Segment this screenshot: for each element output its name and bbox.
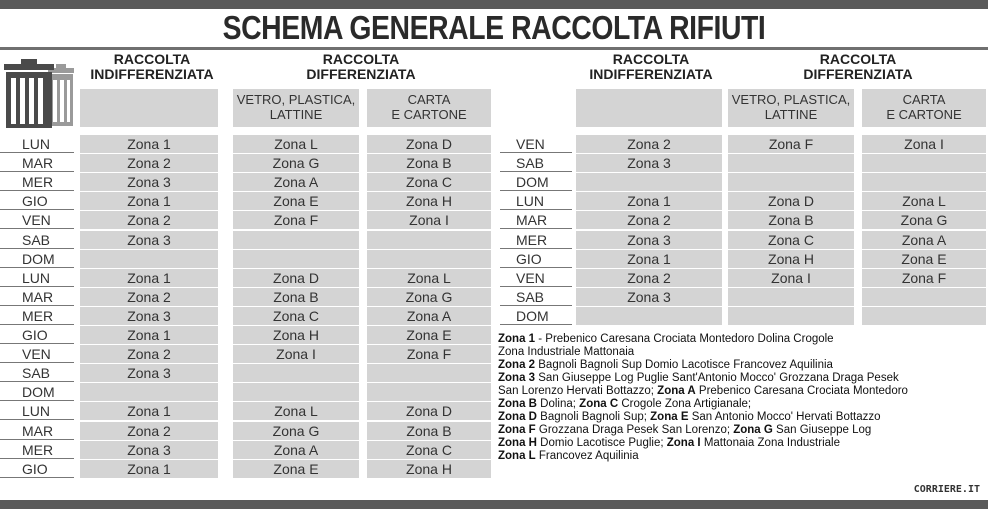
day-label: MER	[500, 231, 572, 249]
legend-zone-places: San Giuseppe Log Puglie Sant'Antonio Mocco' Grozzana Draga Pesek	[535, 372, 899, 384]
legend-zone-label: Zona L	[498, 450, 536, 462]
vetro-cell	[728, 173, 854, 191]
legend-zone-places: - Prebenico Caresana Crociata Montedoro Dolina Crogole	[535, 333, 834, 345]
day-label: MER	[0, 307, 74, 325]
header-vetro-right: VETRO, PLASTICA, LATTINE	[728, 89, 854, 127]
ind-cell: Zona 3	[80, 441, 218, 459]
ind-cell: Zona 3	[576, 288, 722, 306]
legend-line	[498, 385, 986, 398]
day-label: GIO	[0, 326, 74, 344]
carta-cell: Zona G	[367, 288, 491, 306]
ind-cell	[80, 250, 218, 268]
day-label: LUN	[500, 192, 572, 210]
vetro-cell: Zona C	[233, 307, 359, 325]
ind-cell: Zona 1	[80, 269, 218, 287]
legend-zone-label: Zona I	[666, 437, 701, 449]
day-label: LUN	[0, 135, 74, 153]
header-diff-left: RACCOLTA DIFFERENZIATA	[306, 51, 416, 82]
day-label: MAR	[0, 422, 74, 440]
legend-zone-places: Dolina;	[536, 398, 580, 410]
ind-cell: Zona 1	[80, 192, 218, 210]
carta-cell: Zona G	[862, 211, 986, 229]
ind-cell: Zona 3	[80, 364, 218, 382]
day-label: LUN	[0, 402, 74, 420]
legend-zone-places: Crogole Zona Artigianale;	[618, 398, 752, 410]
vetro-cell: Zona G	[233, 422, 359, 440]
carta-cell	[862, 288, 986, 306]
carta-cell	[862, 154, 986, 172]
legend-zone-label: Zona G	[733, 424, 773, 436]
vetro-cell: Zona I	[233, 345, 359, 363]
carta-cell: Zona D	[367, 135, 491, 153]
ind-cell: Zona 1	[576, 192, 722, 210]
zone-legend	[498, 333, 986, 463]
legend-line	[498, 372, 986, 385]
legend-line	[498, 424, 986, 437]
ind-cell: Zona 2	[80, 211, 218, 229]
ind-cell: Zona 3	[80, 307, 218, 325]
day-label: MER	[0, 441, 74, 459]
header-indiff-left: RACCOLTA INDIFFERENZIATA	[90, 51, 214, 82]
header-vetro-left: VETRO, PLASTICA, LATTINE	[233, 89, 359, 127]
ind-cell	[576, 307, 722, 325]
ind-cell: Zona 2	[80, 422, 218, 440]
ind-cell: Zona 3	[80, 231, 218, 249]
day-label: VEN	[500, 269, 572, 287]
carta-cell	[367, 364, 491, 382]
ind-cell: Zona 2	[576, 269, 722, 287]
carta-cell	[367, 250, 491, 268]
ind-cell: Zona 2	[80, 345, 218, 363]
vetro-cell	[233, 364, 359, 382]
vetro-cell: Zona E	[233, 460, 359, 478]
legend-zone-places: Francovez Aquilinia	[535, 450, 639, 462]
legend-line	[498, 411, 986, 424]
header-carta-left: CARTA E CARTONE	[367, 89, 491, 127]
vetro-cell: Zona B	[233, 288, 359, 306]
carta-cell: Zona L	[367, 269, 491, 287]
carta-cell: Zona A	[367, 307, 491, 325]
legend-line	[498, 437, 986, 450]
legend-zone-places: Prebenico Caresana Crociata Montedoro	[695, 385, 908, 397]
bottom-bar	[0, 500, 988, 509]
day-label: SAB	[500, 154, 572, 172]
legend-line	[498, 359, 986, 372]
vetro-cell	[233, 231, 359, 249]
day-label: MAR	[500, 211, 572, 229]
top-bar	[0, 0, 988, 9]
vetro-cell: Zona L	[233, 402, 359, 420]
ind-cell: Zona 1	[576, 250, 722, 268]
day-label: LUN	[0, 269, 74, 287]
carta-cell	[862, 173, 986, 191]
vetro-cell: Zona D	[233, 269, 359, 287]
carta-cell: Zona F	[367, 345, 491, 363]
vetro-cell: Zona I	[728, 269, 854, 287]
day-label: DOM	[500, 307, 572, 325]
carta-cell: Zona I	[862, 135, 986, 153]
vetro-cell: Zona E	[233, 192, 359, 210]
legend-zone-label: Zona H	[498, 437, 537, 449]
vetro-cell: Zona D	[728, 192, 854, 210]
carta-cell	[367, 231, 491, 249]
legend-zone-label: Zona 1	[498, 333, 536, 345]
carta-cell: Zona C	[367, 441, 491, 459]
page-title: SCHEMA GENERALE RACCOLTA RIFIUTI	[222, 9, 766, 46]
carta-cell: Zona B	[367, 422, 491, 440]
carta-cell: Zona B	[367, 154, 491, 172]
day-label: GIO	[500, 250, 572, 268]
day-label: SAB	[500, 288, 572, 306]
legend-zone-label: Zona E	[650, 411, 689, 423]
carta-cell: Zona D	[367, 402, 491, 420]
header-carta-right: CARTA E CARTONE	[862, 89, 986, 127]
vetro-cell: Zona H	[233, 326, 359, 344]
trash-bin-icon	[4, 56, 78, 130]
day-label: MAR	[0, 154, 74, 172]
legend-line	[498, 333, 986, 346]
vetro-cell: Zona B	[728, 211, 854, 229]
header-gray-indiff-left	[80, 89, 218, 127]
ind-cell: Zona 2	[80, 288, 218, 306]
carta-cell: Zona A	[862, 231, 986, 249]
vetro-cell: Zona G	[233, 154, 359, 172]
carta-cell: Zona L	[862, 192, 986, 210]
day-label: DOM	[0, 383, 74, 401]
legend-zone-label: Zona A	[657, 385, 696, 397]
legend-zone-places: San Giuseppe Log	[772, 424, 872, 436]
day-label: MER	[0, 173, 74, 191]
day-label: VEN	[0, 345, 74, 363]
header-indiff-right: RACCOLTA INDIFFERENZIATA	[589, 51, 713, 82]
carta-cell: Zona H	[367, 192, 491, 210]
vetro-cell: Zona L	[233, 135, 359, 153]
day-label: SAB	[0, 364, 74, 382]
ind-cell: Zona 3	[576, 154, 722, 172]
day-label: GIO	[0, 460, 74, 478]
carta-cell: Zona I	[367, 211, 491, 229]
ind-cell	[80, 383, 218, 401]
legend-zone-label: Zona B	[498, 398, 537, 410]
header-gray-indiff-right	[576, 89, 722, 127]
legend-zone-label: Zona F	[498, 424, 536, 436]
legend-zone-places: Zona Industriale Mattonaia	[498, 346, 635, 358]
ind-cell: Zona 1	[80, 402, 218, 420]
ind-cell	[576, 173, 722, 191]
vetro-cell	[728, 307, 854, 325]
carta-cell	[367, 383, 491, 401]
vetro-cell: Zona F	[233, 211, 359, 229]
legend-line	[498, 450, 986, 463]
ind-cell: Zona 2	[80, 154, 218, 172]
vetro-cell: Zona A	[233, 441, 359, 459]
day-label: VEN	[500, 135, 572, 153]
legend-zone-places: San Antonio Mocco' Hervati Bottazzo	[688, 411, 881, 423]
vetro-cell: Zona A	[233, 173, 359, 191]
legend-line	[498, 346, 986, 359]
carta-cell: Zona E	[862, 250, 986, 268]
header-diff-right: RACCOLTA DIFFERENZIATA	[803, 51, 913, 82]
legend-zone-places: San Lorenzo Hervati Bottazzo;	[498, 385, 658, 397]
vetro-cell	[728, 288, 854, 306]
day-label: GIO	[0, 192, 74, 210]
day-label: VEN	[0, 211, 74, 229]
carta-cell: Zona H	[367, 460, 491, 478]
legend-zone-label: Zona D	[498, 411, 537, 423]
carta-cell	[862, 307, 986, 325]
ind-cell: Zona 1	[80, 460, 218, 478]
carta-cell: Zona E	[367, 326, 491, 344]
ind-cell: Zona 2	[576, 211, 722, 229]
legend-zone-places: Mattonaia Zona Industriale	[700, 437, 840, 449]
vetro-cell: Zona F	[728, 135, 854, 153]
vetro-cell	[233, 250, 359, 268]
day-label: DOM	[500, 173, 572, 191]
legend-line	[498, 398, 986, 411]
legend-zone-places: Grozzana Draga Pesek San Lorenzo;	[535, 424, 734, 436]
ind-cell: Zona 3	[576, 231, 722, 249]
day-label: SAB	[0, 231, 74, 249]
ind-cell: Zona 3	[80, 173, 218, 191]
title-rule	[0, 47, 988, 50]
carta-cell: Zona C	[367, 173, 491, 191]
day-label: MAR	[0, 288, 74, 306]
ind-cell: Zona 1	[80, 326, 218, 344]
ind-cell: Zona 2	[576, 135, 722, 153]
legend-zone-label: Zona C	[579, 398, 619, 410]
vetro-cell: Zona H	[728, 250, 854, 268]
vetro-cell	[233, 383, 359, 401]
legend-zone-places: Bagnoli Bagnoli Sup Domio Lacotisce Francovez Aquilinia	[535, 359, 833, 371]
legend-zone-places: Domio Lacotisce Puglie;	[536, 437, 667, 449]
legend-zone-label: Zona 2	[498, 359, 536, 371]
credit-logo: CORRIERE.IT	[913, 484, 980, 495]
vetro-cell: Zona C	[728, 231, 854, 249]
legend-zone-label: Zona 3	[498, 372, 536, 384]
carta-cell: Zona F	[862, 269, 986, 287]
legend-zone-places: Bagnoli Bagnoli Sup;	[536, 411, 651, 423]
day-label: DOM	[0, 250, 74, 268]
ind-cell: Zona 1	[80, 135, 218, 153]
vetro-cell	[728, 154, 854, 172]
